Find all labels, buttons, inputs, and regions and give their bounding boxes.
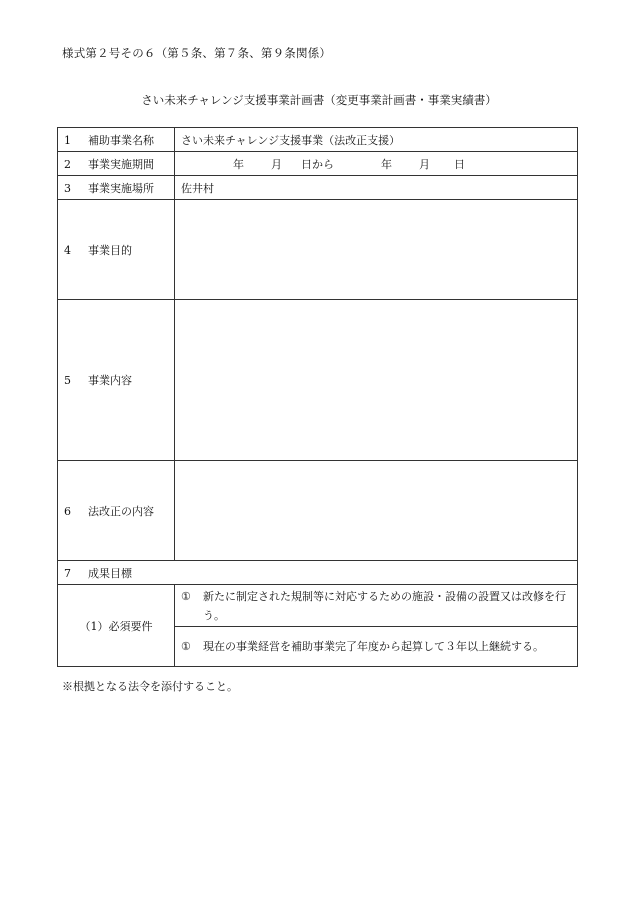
location-field[interactable]: 佐井村	[175, 176, 578, 200]
row-label: 6 法改正の内容	[58, 461, 175, 561]
content-field[interactable]	[175, 300, 578, 461]
end-month-unit: 月	[419, 157, 430, 171]
row-content	[58, 300, 578, 461]
row-period	[58, 152, 578, 176]
row-goals	[58, 561, 578, 585]
plan-table	[57, 127, 578, 667]
row-law-change	[58, 461, 578, 561]
requirement-item	[175, 585, 578, 627]
circled-number: ①	[181, 589, 191, 603]
requirement-item	[175, 627, 578, 667]
project-name-field[interactable]: さい未来チャレンジ支援事業（法改正支援）	[175, 128, 578, 152]
purpose-field[interactable]	[175, 200, 578, 300]
footnote: ※根拠となる法令を添付すること。	[62, 680, 238, 693]
row-label: 4 事業目的	[58, 200, 175, 300]
start-year-unit: 年	[233, 157, 244, 171]
start-month-unit: 月	[271, 157, 282, 171]
requirement-text: 現在の事業経営を補助事業完了年度から起算して３年以上継続する。	[203, 640, 544, 653]
row-label: 1 補助事業名称	[58, 128, 175, 152]
end-year-unit: 年	[381, 157, 392, 171]
row-requirement-1	[58, 585, 578, 627]
law-change-field[interactable]	[175, 461, 578, 561]
row-label: 3 事業実施場所	[58, 176, 175, 200]
row-purpose	[58, 200, 578, 300]
start-day-unit: 日から	[301, 157, 334, 171]
row-label: 5 事業内容	[58, 300, 175, 461]
goals-header: 7 成果目標	[58, 561, 578, 585]
document-title: さい未来チャレンジ支援事業計画書（変更事業計画書・事業実績書）	[141, 93, 497, 107]
requirement-text: 新たに制定された規制等に対応するための施設・設備の設置又は改修を行う。	[203, 589, 566, 622]
period-field[interactable]	[175, 152, 578, 176]
end-day-unit: 日	[454, 157, 465, 171]
row-project-name	[58, 128, 578, 152]
row-label: 2 事業実施期間	[58, 152, 175, 176]
form-number: 様式第２号その６（第５条、第７条、第９条関係）	[62, 46, 332, 60]
requirements-label: （1）必須要件	[58, 585, 175, 667]
row-location	[58, 176, 578, 200]
circled-number: ①	[181, 640, 191, 653]
